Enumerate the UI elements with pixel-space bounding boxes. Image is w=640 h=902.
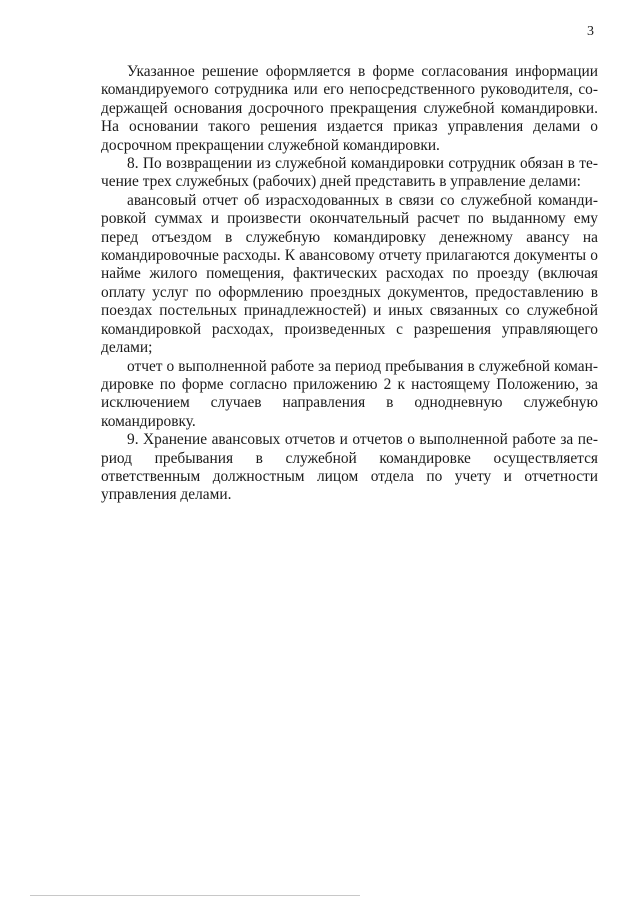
paragraph-item-8: 8. По возвращении из служебной командировки сотрудник обязан в течение трех служебных (рабочих) дней представить в управление делами: bbox=[101, 155, 598, 191]
paragraph-work-report: отчет о выполненной работе за период пребывания в служебной командировке по форме согласно приложению 2 к настоящему Положению, за исключением случаев направления в однодневную служебную командировку. bbox=[101, 357, 598, 430]
scan-edge-line bbox=[30, 895, 360, 896]
paragraph-early-termination: Указанное решение оформляется в форме согласования информации командируемого сотрудника или его непосредственного руководителя, содержащей основания досрочного прекращения служебной командировки. На основании такого решения издается приказ управления делами о досрочном прекращении служебной командировки. bbox=[101, 63, 598, 154]
paragraph-item-9: 9. Хранение авансовых отчетов и отчетов о выполненной работе за период пребывания в служебной командировке осуществляется ответственным должностным лицом отдела по учету и отчетности управления делами. bbox=[101, 431, 598, 504]
page-number: 3 bbox=[587, 24, 594, 39]
paragraph-advance-report: авансовый отчет об израсходованных в связи со служебной командировкой суммах и произвести окончательный расчет по выданному ему перед отъездом в служебную командировку денежному авансу на командировочные расходы. К авансовому отчету прилагаются документы о найме жилого помещения, фактических расходах по проезду (включая оплату услуг по оформлению проездных документов, предоставлению в поездах постельных принадлежностей) и иных связанных со служебной командировкой расходах, произведенных с разрешения управляющего делами; bbox=[101, 191, 598, 357]
document-body bbox=[101, 63, 598, 505]
